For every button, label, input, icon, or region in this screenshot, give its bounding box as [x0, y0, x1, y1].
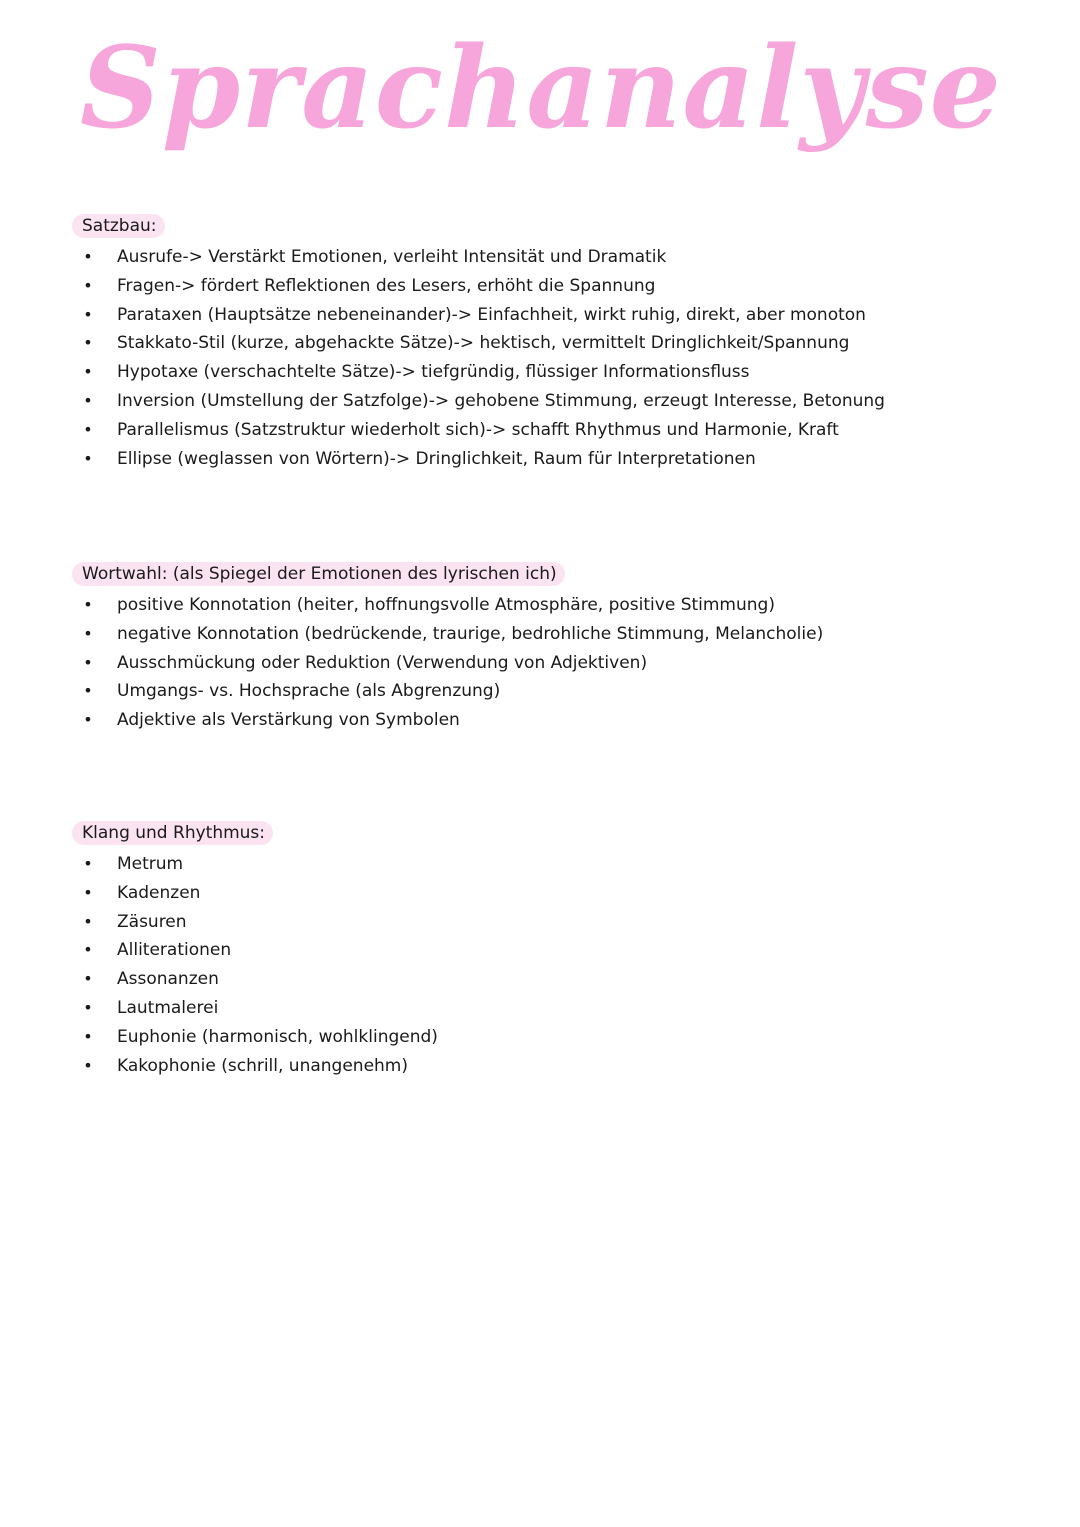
list-item	[0, 879, 438, 908]
list-item	[0, 272, 885, 301]
list-item-text: Parallelismus (Satzstruktur wiederholt sich)-> schafft Rhythmus und Harmonie, Kraft	[117, 419, 839, 440]
list-item-text: Assonanzen	[117, 969, 219, 990]
bullet-icon: •	[83, 911, 93, 931]
list-item-text: Zäsuren	[117, 911, 187, 932]
list-item	[0, 1052, 438, 1081]
bullet-list-satzbau	[0, 243, 885, 473]
list-item-text: Kadenzen	[117, 882, 201, 903]
bullet-icon: •	[83, 275, 93, 295]
bullet-icon: •	[83, 681, 93, 701]
list-item	[0, 936, 438, 965]
list-item-text: Stakkato-Stil (kurze, abgehackte Sätze)-> hektisch, vermittelt Dringlichkeit/Spannung	[117, 333, 850, 354]
bullet-icon: •	[83, 1055, 93, 1075]
list-item	[0, 908, 438, 937]
list-item	[0, 1023, 438, 1052]
list-item-text: negative Konnotation (bedrückende, traurige, bedrohliche Stimmung, Melancholie)	[117, 623, 824, 644]
section-heading-satzbau: Satzbau:	[72, 214, 165, 238]
list-item-text: Lautmalerei	[117, 997, 219, 1018]
bullet-icon: •	[83, 997, 93, 1017]
list-item	[0, 591, 823, 620]
list-item-text: Kakophonie (schrill, unangenehm)	[117, 1055, 409, 1076]
list-item-text: Parataxen (Hauptsätze nebeneinander)-> Einfachheit, wirkt ruhig, direkt, aber monoton	[117, 304, 866, 325]
list-item-text: Umgangs- vs. Hochsprache (als Abgrenzung)	[117, 681, 501, 702]
bullet-icon: •	[83, 390, 93, 410]
list-item-text: positive Konnotation (heiter, hoffnungsvolle Atmosphäre, positive Stimmung)	[117, 595, 775, 615]
list-item	[0, 677, 823, 706]
list-item-text: Adjektive als Verstärkung von Symbolen	[117, 710, 460, 731]
list-item	[0, 301, 885, 330]
bullet-icon: •	[83, 448, 93, 468]
list-item	[0, 994, 438, 1023]
bullet-icon: •	[83, 623, 93, 643]
bullet-icon: •	[83, 710, 93, 730]
bullet-icon: •	[83, 333, 93, 353]
bullet-list-wortwahl	[0, 591, 823, 735]
list-item	[0, 850, 438, 879]
list-item-text: Fragen-> fördert Reflektionen des Lesers, erhöht die Spannung	[117, 275, 656, 296]
bullet-icon: •	[83, 362, 93, 382]
bullet-icon: •	[83, 652, 93, 672]
list-item-text: Ausrufe-> Verstärkt Emotionen, verleiht Intensität und Dramatik	[117, 247, 667, 267]
bullet-icon: •	[83, 854, 93, 873]
bullet-icon: •	[83, 969, 93, 989]
list-item-text: Ellipse (weglassen von Wörtern)-> Dringlichkeit, Raum für Interpretationen	[117, 448, 756, 469]
list-item-text: Ausschmückung oder Reduktion (Verwendung von Adjektiven)	[117, 652, 648, 673]
list-item-text: Hypotaxe (verschachtelte Sätze)-> tiefgründig, flüssiger Informationsfluss	[117, 362, 750, 383]
list-item-text: Alliterationen	[117, 940, 232, 961]
bullet-icon: •	[83, 595, 93, 614]
list-item-text: Euphonie (harmonisch, wohlklingend)	[117, 1026, 438, 1047]
list-item-text: Metrum	[117, 854, 184, 874]
bullet-list-klang-und-rhythmus	[0, 850, 438, 1080]
list-item	[0, 445, 885, 474]
bullet-icon: •	[83, 882, 93, 902]
section-heading-wortwahl: Wortwahl: (als Spiegel der Emotionen des lyrischen ich)	[72, 562, 565, 586]
bullet-icon: •	[83, 247, 93, 266]
bullet-icon: •	[83, 940, 93, 960]
bullet-icon: •	[83, 419, 93, 439]
page-title: Sprachanalyse	[80, 23, 1002, 154]
list-item	[0, 416, 885, 445]
list-item	[0, 620, 823, 649]
list-item	[0, 387, 885, 416]
list-item	[0, 329, 885, 358]
section-heading-klang-und-rhythmus: Klang und Rhythmus:	[72, 821, 273, 845]
list-item	[0, 358, 885, 387]
list-item	[0, 243, 885, 272]
bullet-icon: •	[83, 304, 93, 324]
list-item	[0, 706, 823, 735]
list-item-text: Inversion (Umstellung der Satzfolge)-> gehobene Stimmung, erzeugt Interesse, Betonung	[117, 390, 885, 411]
list-item	[0, 965, 438, 994]
list-item	[0, 649, 823, 678]
bullet-icon: •	[83, 1026, 93, 1046]
